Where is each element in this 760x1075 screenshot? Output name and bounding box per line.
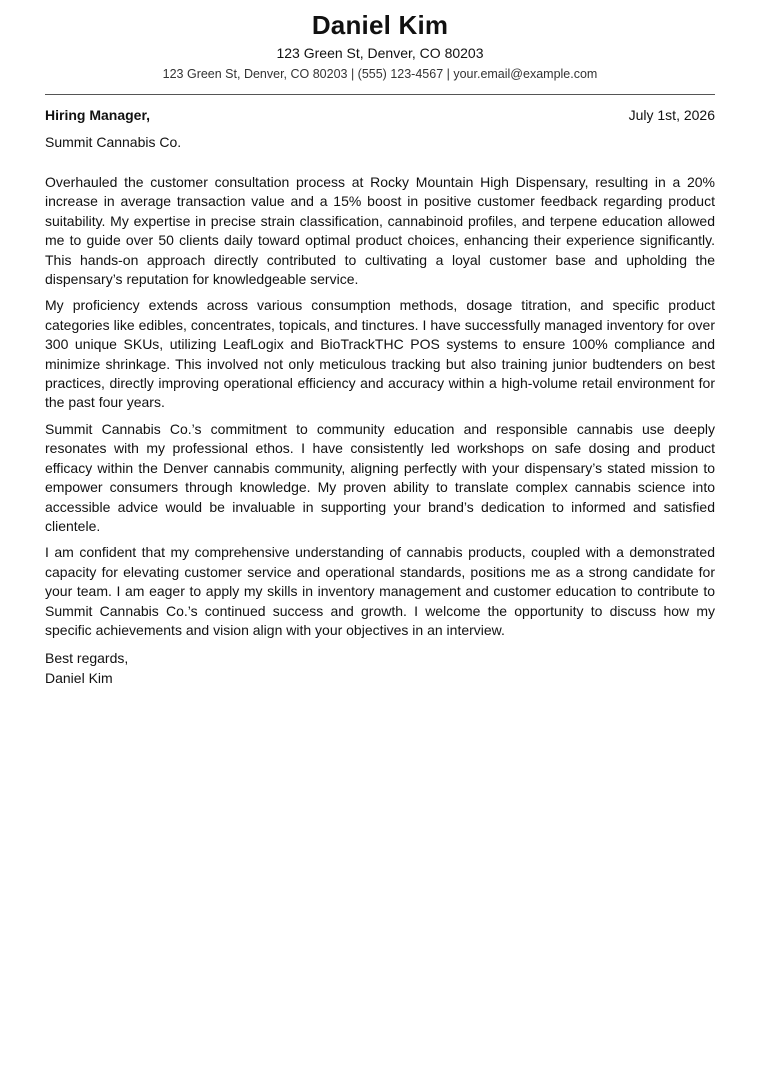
letter-header	[45, 0, 715, 82]
letter-body	[45, 173, 715, 640]
recipient-company: Summit Cannabis Co.	[45, 134, 182, 150]
letter-closing	[45, 649, 715, 688]
signature-name: Daniel Kim	[45, 669, 113, 686]
recipient-row	[45, 106, 715, 124]
body-paragraph: My proficiency extends across various consumption methods, dosage titration, and specific product categories like edibles, concentrates, topicals, and tinctures. I have successfully managed inventory for over 300 unique SKUs, utilizing LeafLogix and BioTrackTHC POS systems to ensure 100% compliance and minimize shrinkage. This involved not only meticulous tracking but also training junior budtenders on best practices, directly improving operational efficiency and accuracy within a high-volume retail environment for the past four years.	[45, 297, 715, 411]
letter-date: July 1st, 2026	[628, 107, 715, 123]
body-paragraph: I am confident that my comprehensive understanding of cannabis products, coupled with a demonstrated capacity for elevating customer service and operational standards, positions me as a strong candidate for your team. I am eager to apply my skills in inventory management and customer education to contribute to Summit Cannabis Co.’s continued success and growth. I welcome the opportunity to discuss how my specific achievements and vision align with your objectives in an interview.	[45, 544, 715, 638]
sender-contact-line: 123 Green St, Denver, CO 80203 | (555) 123-4567 | your.email@example.com	[162, 67, 598, 81]
closing-phrase: Best regards,	[45, 650, 129, 667]
header-divider	[45, 94, 715, 95]
salutation: Hiring Manager,	[45, 107, 151, 123]
sender-name: Daniel Kim	[311, 10, 449, 40]
body-paragraph: Summit Cannabis Co.’s commitment to community education and responsible cannabis use deeply resonates with my professional ethos. I have consistently led workshops on safe dosing and product efficacy within the Denver cannabis community, aligning perfectly with your dispensary’s stated mission to empower consumers through knowledge. My proven ability to translate complex cannabis science into accessible advice would be invaluable in supporting your brand’s dedication to informed and satisfied clientele.	[45, 420, 715, 534]
body-paragraph: Overhauled the customer consultation process at Rocky Mountain High Dispensary, resulting in a 20% increase in average transaction value and a 15% boost in positive customer feedback regarding product suitability. My expertise in precise strain classification, cannabinoid profiles, and terpene education allowed me to guide over 50 clients daily toward optimal product choices, enhancing their experience significantly. This hands-on approach directly contributed to cultivating a loyal customer base and upholding the dispensary’s reputation for knowledgeable service.	[45, 174, 715, 288]
sender-address: 123 Green St, Denver, CO 80203	[276, 45, 484, 61]
